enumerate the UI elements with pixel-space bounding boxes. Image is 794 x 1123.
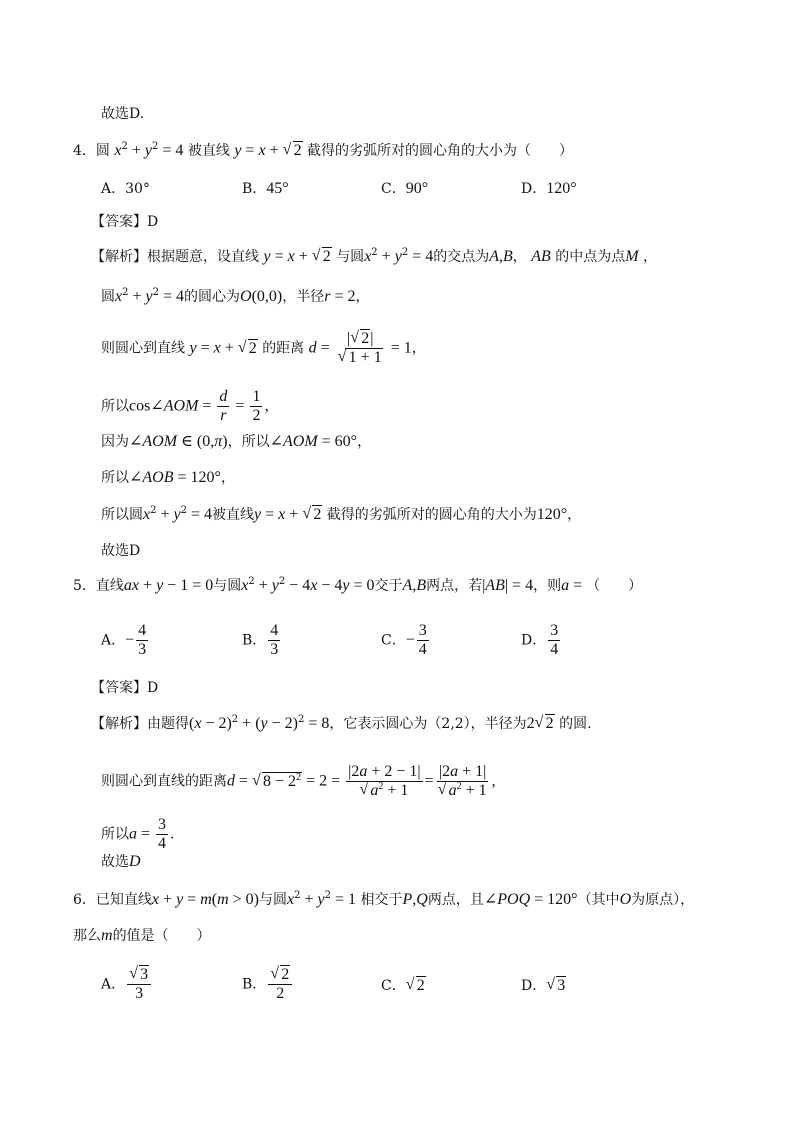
q5-analysis-line-3: 所以a = $\frac{3}{4}$ .	[101, 816, 175, 852]
q4-option-b[interactable]: B．45°	[242, 180, 289, 197]
question-6-stem-line-2: 那么m的值是（ ）	[73, 927, 211, 944]
q4-analysis-line-7: 所以圆$x^2 + y^2 = 4$被直线y = x + √ 2 截得的劣弧所对的圆心角的大小为120°，	[101, 505, 581, 525]
q4-analysis-line-1: 【解析】根据题意，设直线 y = x + √ 2 与圆$x^2 + y^2 = 4$的交点为A,B， AB 的中点为点M ，	[91, 247, 657, 267]
q5-option-c[interactable]: C．− $\frac{3}{4}$	[381, 622, 427, 658]
q6-option-c[interactable]: C．√ 2	[381, 975, 426, 995]
q5-answer: 【答案】D	[91, 680, 159, 696]
question-5-stem: 5．直线ax + y − 1 = 0与圆$x^2 + y^2 - 4x - 4y = 0$交于A,B两点，若|AB| = 4，则a = （ ）	[73, 576, 643, 594]
question-4-stem: 4．圆 $x^2 + y^2 = 4$ 被直线 y = x + √ 2 截得的劣弧所对的圆心角的大小为（ ）	[73, 141, 573, 161]
q4-answer: 【答案】D	[91, 214, 159, 230]
q5-analysis-line-1: 【解析】由题得$(x - 2)^2 + (y - 2)^2 = 8$，它表示圆心为（2,2），半径为2√ 2 的圆.	[91, 714, 592, 734]
q4-analysis-line-6: 所以∠AOB = 120°，	[101, 469, 235, 486]
q4-analysis-line-3: 则圆心到直线 y = x + √ 2 的距离 d = |√ 2| √ 1 + 1 = 1，	[101, 330, 426, 367]
q4-analysis-line-4: 所以cos∠AOM = $\frac{d}{r}$ = $\frac{1}{2}$ ，	[101, 388, 279, 424]
q4-option-a[interactable]: A．30°	[101, 181, 150, 197]
q5-option-b[interactable]: B． $\frac{4}{3}$	[242, 622, 279, 658]
q5-option-a[interactable]: A．− $\frac{4}{3}$	[101, 622, 147, 658]
prev-answer-end: 故选D.	[101, 106, 145, 122]
q6-option-a[interactable]: A． √ $\frac{3}{3}$	[101, 966, 153, 1003]
q5-option-d[interactable]: D． $\frac{3}{4}$	[521, 622, 559, 658]
q4-conclusion: 故选D	[101, 543, 141, 559]
q5-conclusion: 故选D	[101, 853, 141, 870]
q4-analysis-line-5: 因为∠AOM ∈ (0,π)，所以∠AOM = 60°，	[101, 433, 372, 450]
q4-analysis-line-2: 圆$x^2 + y^2 = 4$的圆心为O(0,0)，半径r = 2，	[101, 287, 370, 305]
q5-analysis-line-2: 则圆心到直线的距离d = √ $8 - 2^2 = 2$ = |2a + 2 − 1| √ $a^2 + 1$ = |2a + 1| √ $a^2 + 1$ ,	[101, 763, 496, 800]
q4-option-c[interactable]: C．90°	[381, 180, 429, 197]
q6-option-d[interactable]: D．√ 3	[521, 975, 566, 995]
q6-option-b[interactable]: B． √ $\frac{2}{2}$	[242, 966, 294, 1003]
question-6-stem-line-1: 6．已知直线x + y = m(m > 0)与圆$x^2 + y^2 = 1$ 相交于P,Q两点，且∠POQ = 120°（其中O为原点），	[73, 890, 695, 908]
q4-option-d[interactable]: D．120°	[521, 180, 577, 197]
